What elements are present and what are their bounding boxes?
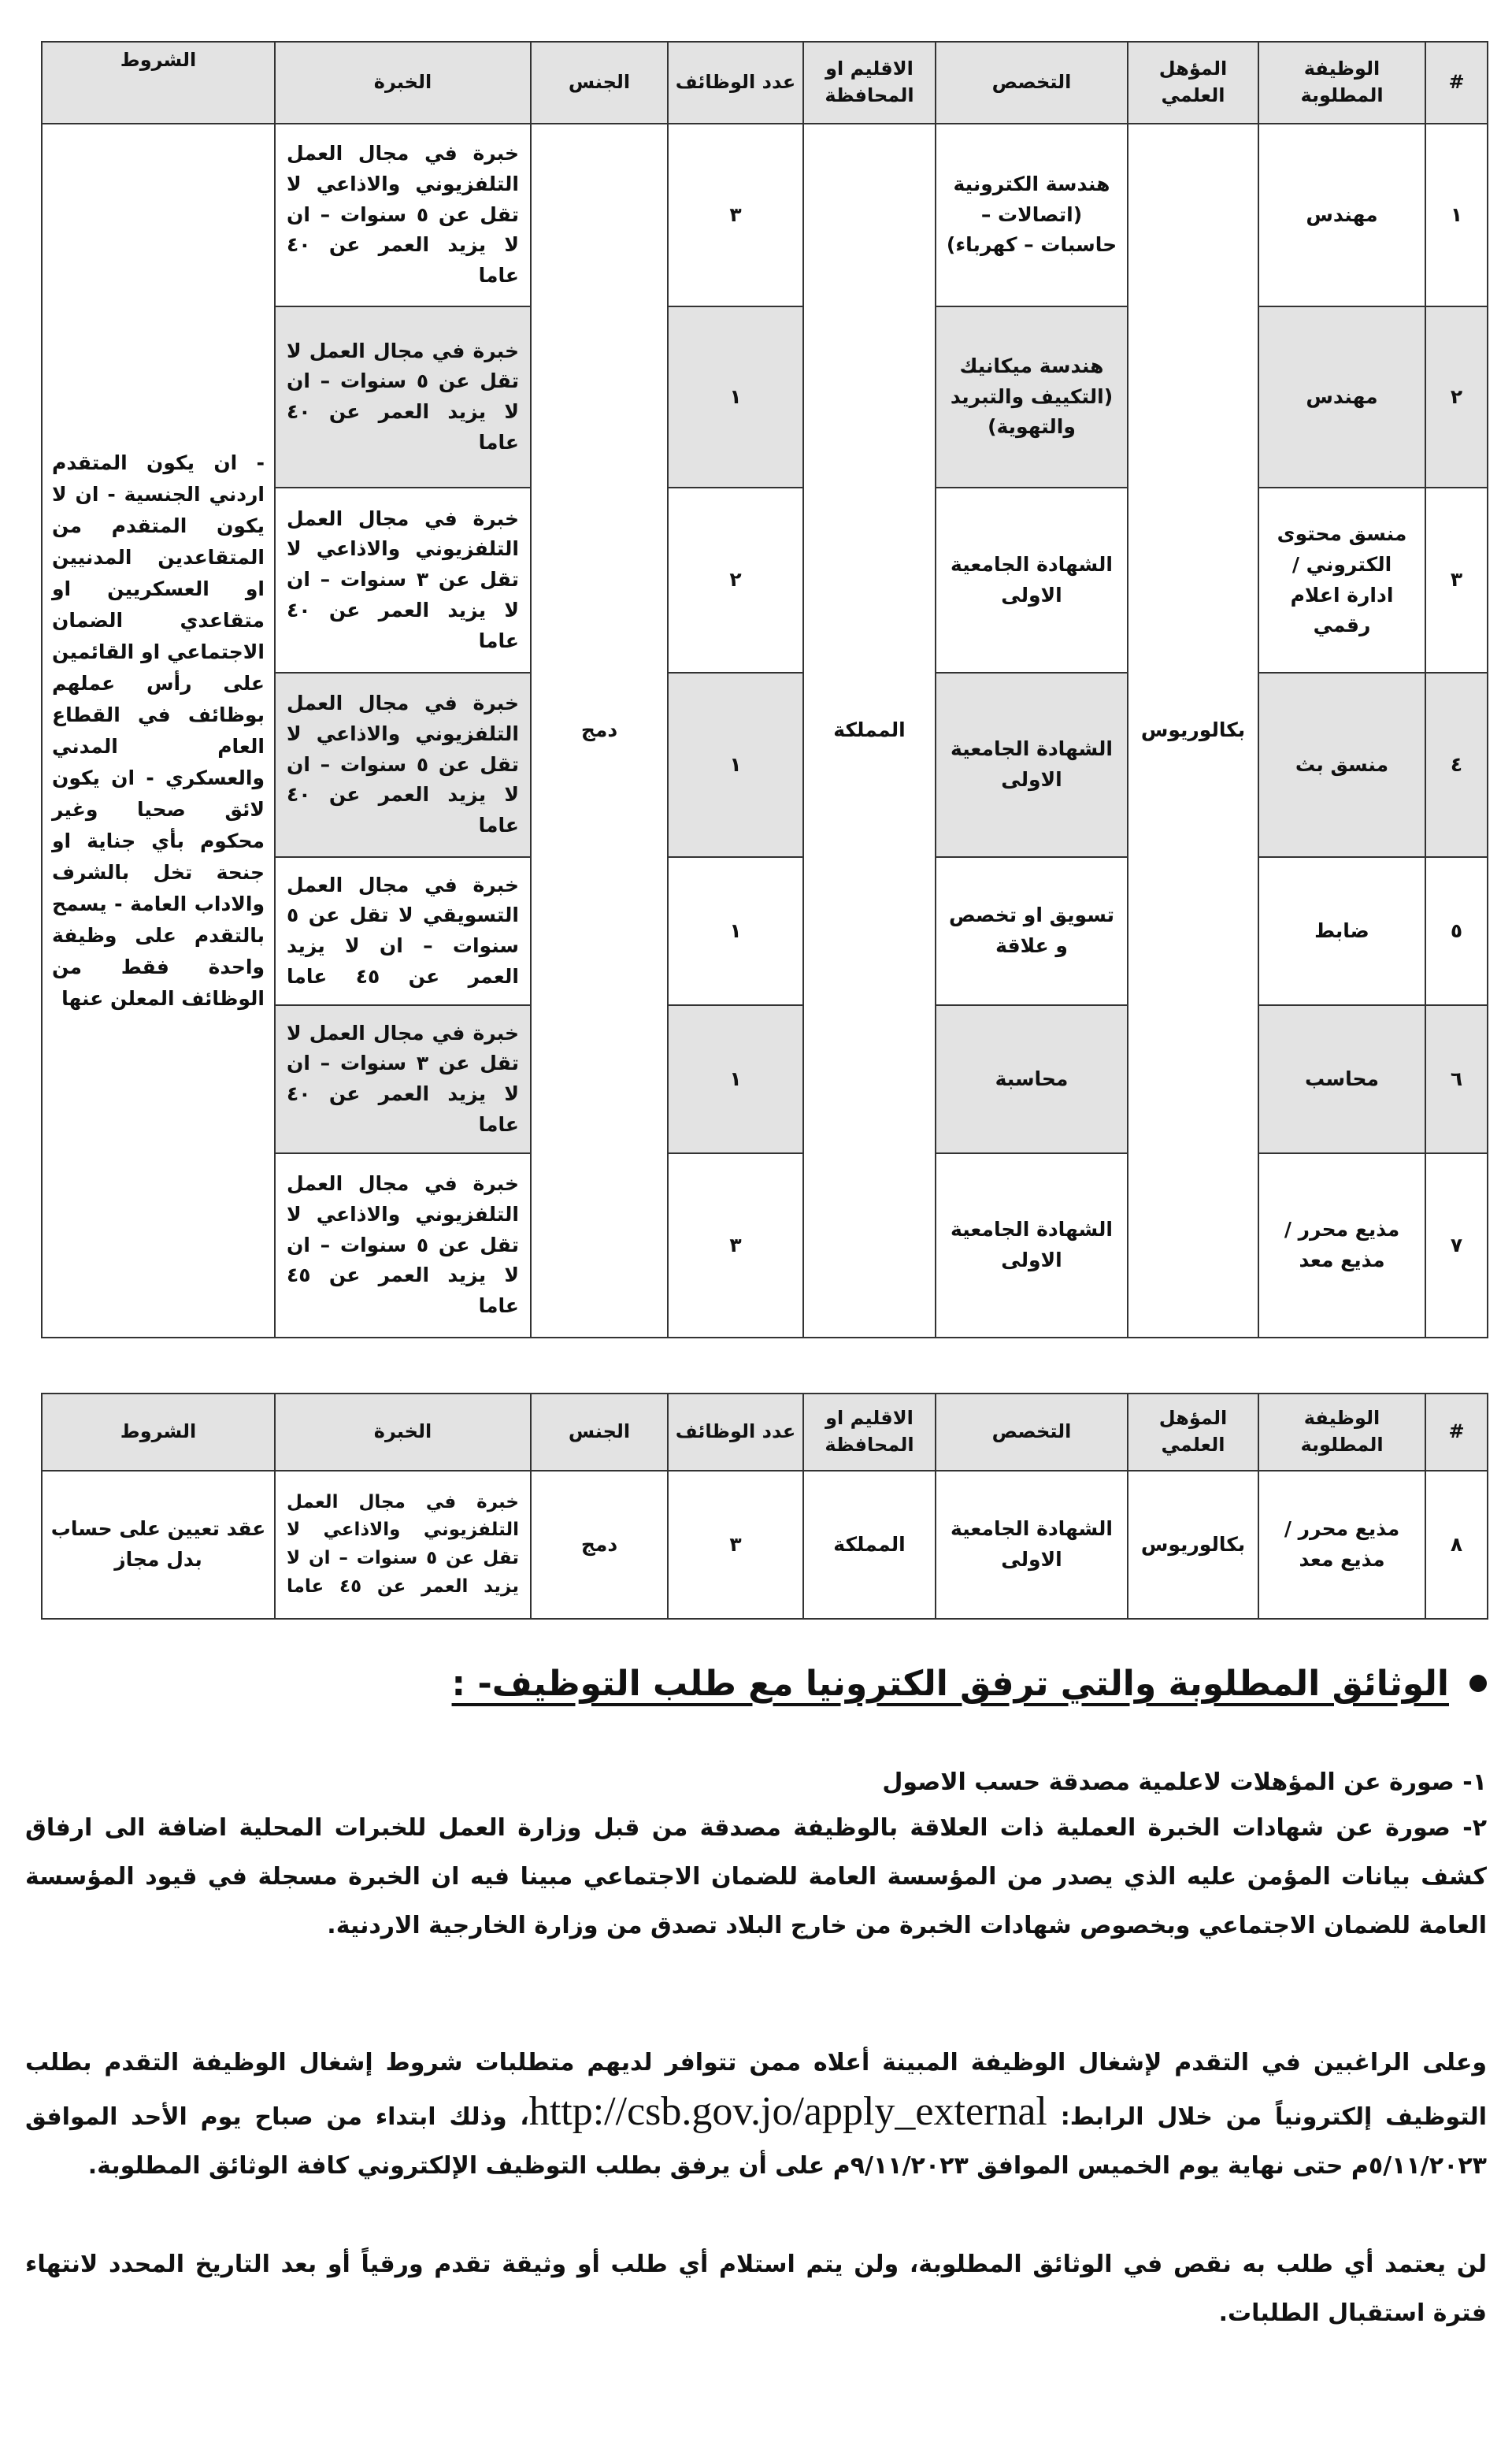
row-job: منسق بث: [1258, 673, 1425, 857]
row-job: محاسب: [1258, 1005, 1425, 1153]
table-header-row: [42, 42, 1488, 124]
header-experience: الخبرة: [275, 42, 531, 124]
row-experience: خبرة في مجال العمل التلفزيوني والاذاعي لا تقل عن ٥ سنوات – ان لا يزيد العمر عن ٤٠ عاما: [275, 124, 531, 306]
table-row: [42, 124, 1488, 306]
row-num: ٨: [1425, 1471, 1488, 1619]
row-num: ٧: [1425, 1153, 1488, 1338]
header-specialization: التخصص: [936, 1394, 1128, 1471]
row-count: ١: [668, 673, 803, 857]
row-num: ١: [1425, 124, 1488, 306]
region-cell: المملكة: [803, 124, 936, 1338]
gender-cell: دمج: [531, 124, 668, 1338]
header-count: عدد الوظائف: [668, 42, 803, 124]
header-conditions: الشروط: [42, 1394, 275, 1471]
row-count: ٣: [668, 124, 803, 306]
row-experience: خبرة في مجال العمل التلفزيوني والاذاعي لا تقل عن ٥ سنوات – ان لا يزيد العمر عن ٤٥ عاما: [275, 1471, 531, 1619]
row-experience: خبرة في مجال العمل لا تقل عن ٥ سنوات – ان لا يزيد العمر عن ٤٠ عاما: [275, 306, 531, 488]
header-num: #: [1425, 42, 1488, 124]
row-job: مذيع محرر / مذيع معد: [1258, 1471, 1425, 1619]
apply-instructions: [25, 2039, 1487, 2191]
table-header-row: [42, 1394, 1488, 1471]
row-gender: دمج: [531, 1471, 668, 1619]
apply-link[interactable]: http://csb.gov.jo/apply_external: [528, 2089, 1047, 2134]
row-job: منسق محتوى الكتروني / ادارة اعلام رقمي: [1258, 488, 1425, 673]
document-item-2: ٢- صورة عن شهادات الخبرة العملية ذات العلاقة بالوظيفة مصدقة من قبل وزارة العمل للخبرات المحلية اضافة الى ارفاق كشف بيانات المؤمن عليه الذي يصدر من المؤسسة العامة للضمان الاجتماعي مبينا فيه ان الخبرة مسجلة في قيود المؤسسة العامة للضمان الاجتماعي وبخصوص شهادات الخبرة من خارج البلاد تصدق من وزارة الخارجية الاردنية.: [25, 1814, 1487, 1939]
header-gender: الجنس: [531, 1394, 668, 1471]
jobs-table: [41, 41, 1488, 1338]
qualification-cell: بكالوريوس: [1128, 124, 1258, 1338]
document-item-1: ١- صورة عن المؤهلات لاعلمية مصدقة حسب الاصول: [882, 1768, 1487, 1796]
row-specialization: الشهادة الجامعية الاولى: [936, 1471, 1128, 1619]
row-specialization: الشهادة الجامعية الاولى: [936, 1153, 1128, 1338]
row-num: ٥: [1425, 857, 1488, 1005]
row-experience: خبرة في مجال العمل لا تقل عن ٣ سنوات – ان لا يزيد العمر عن ٤٠ عاما: [275, 1005, 531, 1153]
apply-text-2: ، وذلك ابتداء من صباح يوم الأحد الموافق ٥/١١/٢٠٢٣م حتى نهاية يوم الخميس الموافق ٩/١١/٢٠٢٣م على أن يرفق بطلب التوظيف الإلكتروني كافة الوثائق المطلوبة.: [25, 2103, 1487, 2180]
documents-heading: [25, 1664, 1487, 1704]
header-region: الاقليم او المحافظة: [803, 42, 936, 124]
row-experience: خبرة في مجال العمل التلفزيوني والاذاعي لا تقل عن ٥ سنوات – ان لا يزيد العمر عن ٤٥ عاما: [275, 1153, 531, 1338]
header-region: الاقليم او المحافظة: [803, 1394, 936, 1471]
header-num: #: [1425, 1394, 1488, 1471]
table-row: [42, 1471, 1488, 1619]
jobs-table-2: [41, 1393, 1488, 1620]
row-experience: خبرة في مجال العمل التلفزيوني والاذاعي لا تقل عن ٣ سنوات – ان لا يزيد العمر عن ٤٠ عاما: [275, 488, 531, 673]
row-specialization: محاسبة: [936, 1005, 1128, 1153]
row-specialization: هندسة ميكانيك (التكييف والتبريد والتهوية): [936, 306, 1128, 488]
header-experience: الخبرة: [275, 1394, 531, 1471]
bullet-icon: [1469, 1675, 1487, 1692]
row-job: مهندس: [1258, 124, 1425, 306]
row-count: ١: [668, 857, 803, 1005]
row-qualification: بكالوريوس: [1128, 1471, 1258, 1619]
notice-text: لن يعتمد أي طلب به نقص في الوثائق المطلوبة، ولن يتم استلام أي طلب أو وثيقة تقدم ورقياً أو بعد التاريخ المحدد لانتهاء فترة استقبال الطلبات.: [25, 2251, 1487, 2327]
conditions-cell: - ان يكون المتقدم اردني الجنسية - ان لا يكون المتقدم من المتقاعدين المدنيين او العسكريين او متقاعدي الضمان الاجتماعي او القائمين على رأس عملهم بوظائف في القطاع العام المدني والعسكري - ان يكون لائق صحيا وغير محكوم بأي جناية او جنحة تخل بالشرف والاداب العامة - يسمح بالتقدم على وظيفة واحدة فقط من الوظائف المعلن عنها: [42, 124, 275, 1338]
header-qualification: المؤهل العلمي: [1128, 42, 1258, 124]
row-specialization: تسويق او تخصص و علاقة: [936, 857, 1128, 1005]
row-experience: خبرة في مجال العمل التلفزيوني والاذاعي لا تقل عن ٥ سنوات – ان لا يزيد العمر عن ٤٠ عاما: [275, 673, 531, 857]
row-specialization: الشهادة الجامعية الاولى: [936, 488, 1128, 673]
row-num: ٣: [1425, 488, 1488, 673]
header-job: الوظيفة المطلوبة: [1258, 1394, 1425, 1471]
row-num: ٦: [1425, 1005, 1488, 1153]
row-job: مذيع محرر / مذيع معد: [1258, 1153, 1425, 1338]
row-job: ضابط: [1258, 857, 1425, 1005]
row-count: ١: [668, 306, 803, 488]
header-count: عدد الوظائف: [668, 1394, 803, 1471]
row-experience: خبرة في مجال العمل التسويقي لا تقل عن ٥ سنوات – ان لا يزيد العمر عن ٤٥ عاما: [275, 857, 531, 1005]
header-gender: الجنس: [531, 42, 668, 124]
row-num: ٢: [1425, 306, 1488, 488]
row-count: ٣: [668, 1471, 803, 1619]
row-specialization: الشهادة الجامعية الاولى: [936, 673, 1128, 857]
row-count: ٣: [668, 1153, 803, 1338]
header-qualification: المؤهل العلمي: [1128, 1394, 1258, 1471]
row-count: ١: [668, 1005, 803, 1153]
header-specialization: التخصص: [936, 42, 1128, 124]
row-specialization: هندسة الكترونية (اتصالات – حاسبات – كهرباء): [936, 124, 1128, 306]
row-conditions: عقد تعيين على حساب بدل مجاز: [42, 1471, 275, 1619]
documents-heading-text: الوثائق المطلوبة والتي ترفق الكترونيا مع طلب التوظيف- :: [451, 1664, 1449, 1704]
header-conditions: الشروط: [42, 42, 275, 124]
row-count: ٢: [668, 488, 803, 673]
row-num: ٤: [1425, 673, 1488, 857]
header-job: الوظيفة المطلوبة: [1258, 42, 1425, 124]
apply-text-1: وعلى الراغبين في التقدم لإشغال الوظيفة المبينة أعلاه ممن تتوافر لديهم متطلبات شروط إشغال الوظيفة التقدم بطلب التوظيف إلكترونياً من خلال الرابط:: [25, 2049, 1487, 2131]
row-job: مهندس: [1258, 306, 1425, 488]
row-region: المملكة: [803, 1471, 936, 1619]
